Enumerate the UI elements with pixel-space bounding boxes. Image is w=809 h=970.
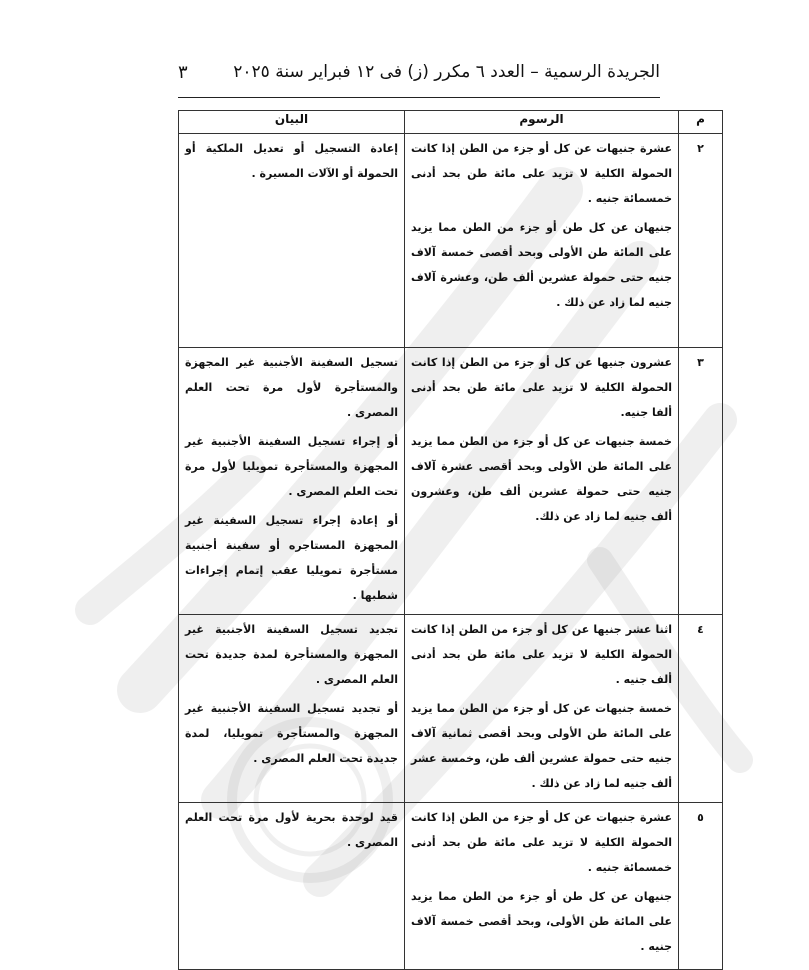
fees-table: [178, 110, 723, 970]
fees-cell: [405, 348, 679, 615]
fees-paragraph: جنيهان عن كل طن أو جزء من الطن مما يزيد على المائة طن الأولى، وبحد أقصى خمسة آلاف جنيه .: [411, 890, 672, 953]
statement-paragraph: أو إجراء تسجيل السفينة الأجنبية غير المجهزة والمستأجرة تمويليا لأول مرة تحت العلم المصرى .: [185, 435, 398, 498]
statement-cell: [179, 615, 405, 803]
column-header-statement: البيان: [179, 111, 405, 134]
statement-paragraph: إعادة التسجيل أو تعديل الملكية أو الحمولة أو الآلات المسيرة .: [185, 142, 398, 180]
fees-paragraph: عشرة جنيهات عن كل أو جزء من الطن إذا كانت الحمولة الكلية لا تزيد على مائة طن بحد أدنى خمسمائة جنيه .: [411, 142, 672, 205]
page-header: [178, 60, 660, 94]
row-number: ٢: [679, 134, 723, 348]
table-row: [179, 615, 723, 803]
table-row: [179, 348, 723, 615]
statement-cell: [179, 348, 405, 615]
fees-cell: [405, 615, 679, 803]
statement-paragraph: أو تجديد تسجيل السفينة الأجنبية غير المجهزة والمستأجرة تمويليا، لمدة جديدة تحت العلم المصرى .: [185, 702, 398, 765]
fees-paragraph: اثنا عشر جنيها عن كل أو جزء من الطن إذا كانت الحمولة الكلية لا تزيد على مائة طن بحد أدنى ألف جنيه .: [411, 623, 672, 686]
statement-paragraph: تجديد تسجيل السفينة الأجنبية غير المجهزة والمستأجرة لمدة جديدة تحت العلم المصرى .: [185, 623, 398, 686]
table-header-row: [179, 111, 723, 134]
fees-paragraph: جنيهان عن كل طن أو جزء من الطن مما يزيد على المائة طن الأولى وبحد أقصى خمسة آلاف جنيه حتى حمولة عشرين ألف طن، وعشرة آلاف جنيه لما زاد عن ذلك .: [411, 221, 672, 309]
statement-paragraph: تسجيل السفينة الأجنبية غير المجهزة والمستأجرة لأول مرة تحت العلم المصرى .: [185, 356, 398, 419]
fees-cell: [405, 134, 679, 348]
row-number: ٣: [679, 348, 723, 615]
column-header-fees: الرسوم: [405, 111, 679, 134]
statement-cell: [179, 803, 405, 970]
statement-paragraph: أو إعادة إجراء تسجيل السفينة غير المجهزة المستاجره أو سفينة أجنبية مستأجرة تمويليا عقب إتمام إجراءات شطبها .: [185, 514, 398, 602]
column-header-num: م: [679, 111, 723, 134]
statement-paragraph: قيد لوحدة بحرية لأول مرة تحت العلم المصرى .: [185, 811, 398, 849]
fees-paragraph: خمسة جنيهات عن كل أو جزء من الطن مما يزيد على المائة طن الأولى وبحد أقصى ثمانية آلاف جنيه حتى حمولة عشرين ألف طن، وخمسة عشر ألف جنيه لما زاد عن ذلك .: [411, 702, 672, 790]
table-row: [179, 134, 723, 348]
fees-paragraph: عشرون جنيها عن كل أو جزء من الطن إذا كانت الحمولة الكلية لا تزيد على مائة طن بحد أدنى ألفا جنيه.: [411, 356, 672, 419]
fees-paragraph: خمسة جنيهات عن كل أو جزء من الطن مما يزيد على المائة طن الأولى وبحد أقصى عشرة آلاف جنيه حتى حمولة عشرين ألف طن، وعشرون ألف جنيه لما زاد عن ذلك.: [411, 435, 672, 523]
fees-paragraph: عشرة جنيهات عن كل أو جزء من الطن إذا كانت الحمولة الكلية لا تزيد على مائة طن بحد أدنى خمسمائة جنيه .: [411, 811, 672, 874]
row-number: ٥: [679, 803, 723, 970]
statement-cell: [179, 134, 405, 348]
gazette-title: الجريدة الرسمية – العدد ٦ مكرر (ز) فى ١٢ فبراير سنة ٢٠٢٥: [233, 62, 660, 82]
row-number: ٤: [679, 615, 723, 803]
header-divider: [178, 97, 660, 98]
fees-cell: [405, 803, 679, 970]
page-number: ٣: [178, 62, 188, 83]
table-row: [179, 803, 723, 970]
